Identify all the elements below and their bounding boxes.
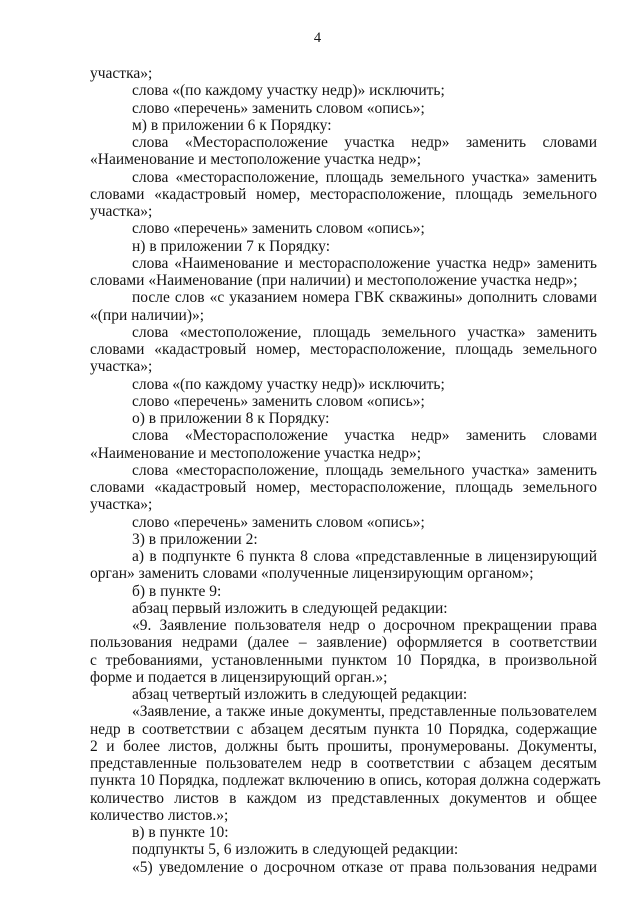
text-line: «Наименование и местоположение участка недр»; [90, 151, 422, 169]
text-line: участка»; [90, 65, 153, 82]
text-line: «(при наличии)»; [90, 306, 205, 324]
text-line: пользования недрами (далее – заявление) оформляется в соответствии [90, 634, 597, 652]
text-line: а) в подпункте 6 пункта 8 слова «представленные в лицензирующий [132, 548, 597, 565]
text-line: недр в соответствии с абзацем десятым пункта 10 Порядка, содержащие [90, 720, 597, 738]
text-line: слова «местоположение, площадь земельного участка» заменить [132, 323, 597, 341]
text-line: форме и подается в лицензирующий орган.»; [90, 668, 388, 686]
text-line: слова «(по каждому участку недр)» исключить; [132, 82, 445, 100]
text-line: количество листов.»; [90, 806, 229, 824]
text-line: слова «Наименование и месторасположение участка недр» заменить [132, 254, 597, 272]
text-line: подпункты 5, 6 изложить в следующей редакции: [132, 841, 459, 859]
text-line: слова «Месторасположение участка недр» заменить словами [132, 134, 597, 151]
page-number: 4 [313, 30, 322, 46]
text-line: слова «(по каждому участку недр)» исключить; [132, 375, 445, 393]
text-line: б) в пункте 9: [132, 582, 222, 600]
text-line: абзац четвертый изложить в следующей редакции: [132, 686, 468, 703]
text-line: слово «перечень» заменить словом «опись»; [132, 513, 425, 531]
text-line: словами «кадастровый номер, месторасположение, площадь земельного [90, 185, 597, 203]
text-line: участка»; [90, 496, 153, 514]
text-line: м) в приложении 6 к Порядку: [132, 116, 332, 134]
text-line: 2 и более листов, должны быть прошиты, пронумерованы. Документы, [90, 737, 597, 755]
text-line: «Заявление, а также иные документы, представленные пользователем [132, 703, 597, 721]
text-line: в) в пункте 10: [132, 824, 229, 841]
text-line: после слов «с указанием номера ГВК скважины» дополнить словами [132, 289, 597, 307]
text-line: «Наименование и местоположение участка недр»; [90, 444, 422, 462]
text-line: участка»; [90, 358, 153, 376]
text-line: представленные пользователем недр в соответствии с абзацем десятым [90, 755, 597, 772]
text-line: абзац первый изложить в следующей редакции: [132, 599, 448, 617]
text-line: 3) в приложении 2: [132, 530, 258, 548]
text-line: орган» заменить словами «полученные лицензирующим органом»; [90, 565, 534, 583]
text-line: слова «Месторасположение участка недр» заменить словами [132, 427, 597, 445]
text-line: количество листов в каждом из представленных документов и общее [90, 789, 597, 807]
text-line: слова «месторасположение, площадь земельного участка» заменить [132, 461, 597, 479]
text-line: слова «месторасположение, площадь земельного участка» заменить [132, 168, 597, 186]
text-line: слово «перечень» заменить словом «опись»; [132, 99, 425, 117]
text-line: н) в приложении 7 к Порядку: [132, 237, 331, 255]
text-line: словами «кадастровый номер, месторасположение, площадь земельного [90, 479, 597, 496]
text-line: словами «кадастровый номер, месторасположение, площадь земельного [90, 341, 597, 358]
text-line: слово «перечень» заменить словом «опись»; [132, 392, 425, 410]
text-line: с требованиями, установленными пунктом 10 Порядка, в произвольной [90, 651, 597, 669]
text-line: словами «Наименование (при наличии) и местоположение участка недр»; [90, 272, 578, 289]
text-line: «9. Заявление пользователя недр о досрочном прекращении права [132, 617, 597, 634]
text-line: участка»; [90, 203, 153, 220]
text-line: «5) уведомление о досрочном отказе от права пользования недрами [132, 858, 597, 876]
text-line: пункта 10 Порядка, подлежат включению в опись, которая должна содержать [90, 772, 601, 790]
text-line: о) в приложении 8 к Порядку: [132, 410, 330, 427]
text-line: слово «перечень» заменить словом «опись»; [132, 220, 425, 238]
